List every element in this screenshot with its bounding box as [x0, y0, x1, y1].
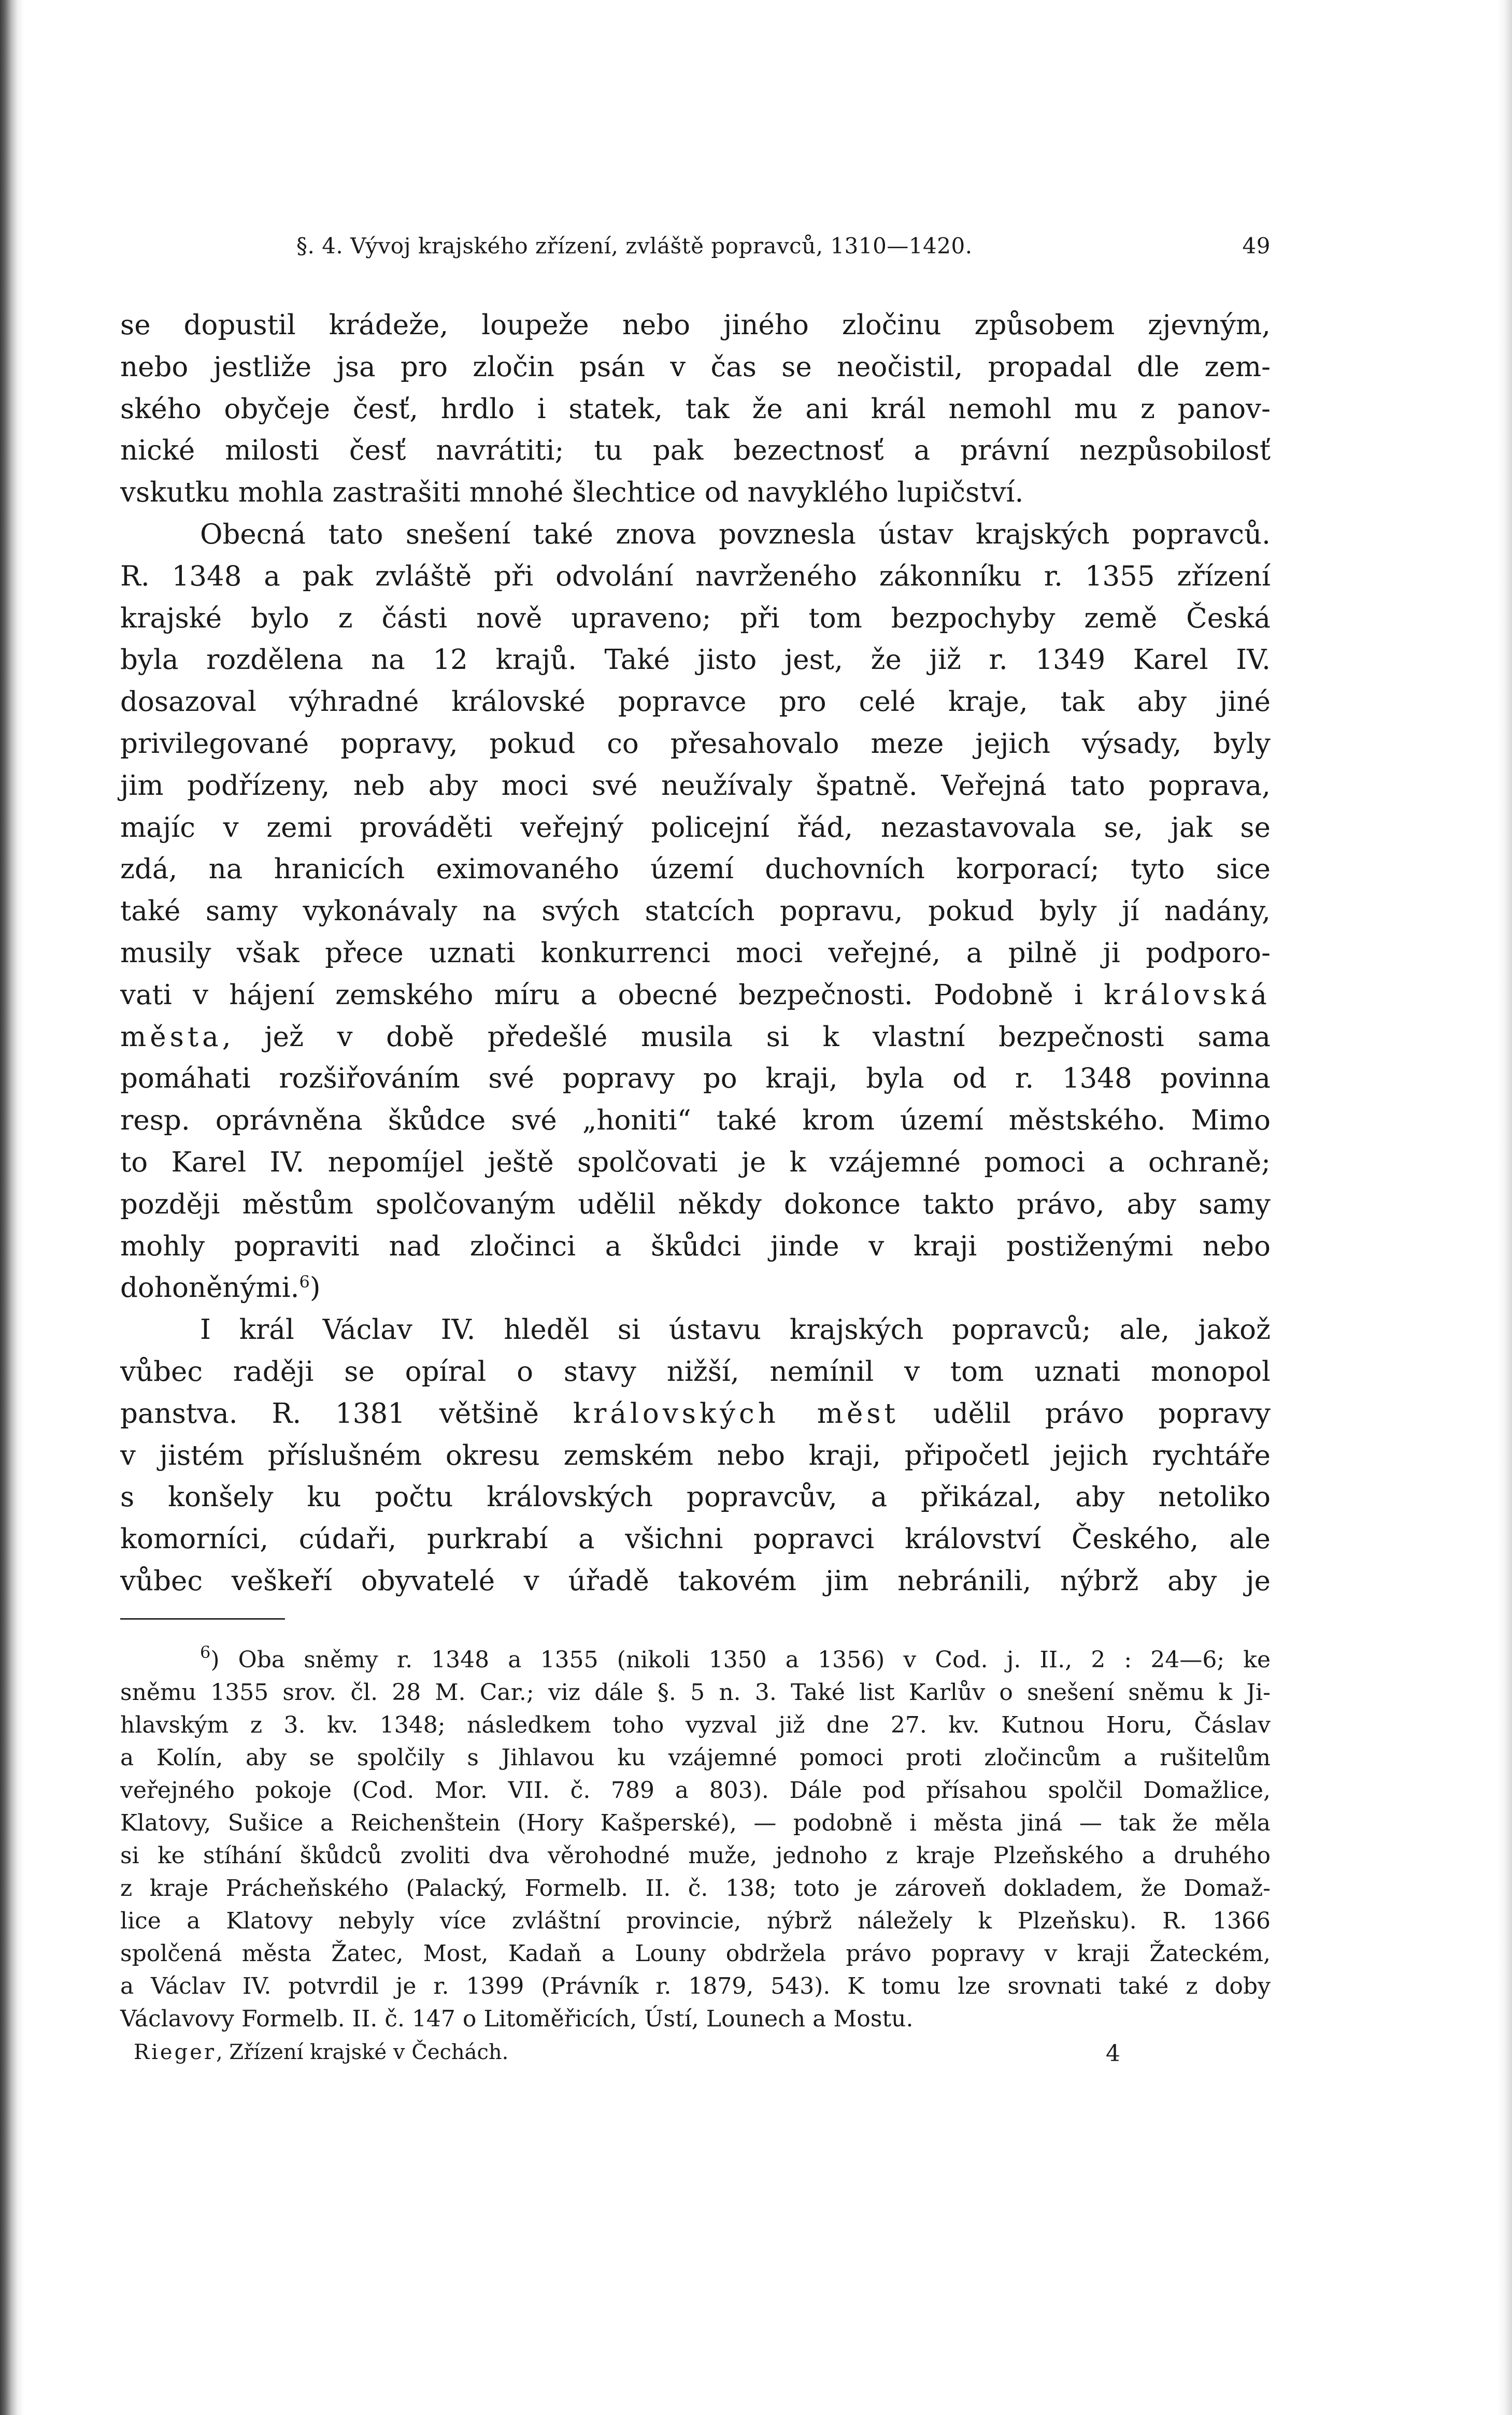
- author-name: Rieger: [134, 2040, 216, 2064]
- text-line: krajské bylo z části nově upraveno; při tom bezpochyby země Česká: [120, 602, 1271, 634]
- footnote-line: spolčená města Žatec, Most, Kadaň a Louny obdržela právo popravy v kraji Žateckém,: [120, 1940, 1271, 1967]
- running-head: [120, 228, 1271, 269]
- footnote-line: sněmu 1355 srov. čl. 28 M. Car.; viz dále §. 5 n. 3. Také list Karlův o snešení sněmu k Ji-: [120, 1679, 1271, 1706]
- footnote-line: hlavským z 3. kv. 1348; následkem toho vyzval již dne 27. kv. Kutnou Horu, Čáslav: [120, 1711, 1271, 1738]
- signature-title: [134, 2040, 508, 2064]
- text-segment: panstva. R. 1381 většině: [120, 1397, 573, 1430]
- text-segment: ): [309, 1272, 321, 1304]
- footnote-line: veřejného pokoje (Cod. Mor. VII. č. 789 a 803). Dále pod přísahou spolčil Domažlice,: [120, 1777, 1271, 1804]
- text-line: jim podřízeny, neb aby moci své neužívaly špatně. Veřejná tato poprava,: [120, 769, 1271, 802]
- footnote-line: z kraje Prácheňského (Palacký, Formelb. II. č. 138; toto je zároveň dokladem, že Domaž-: [120, 1875, 1271, 1902]
- text-segment: vati v hájení zemského míru a obecné bezpečnosti. Podobně i: [120, 979, 1104, 1011]
- text-line: pomáhati rozšiřováním své popravy po kraji, byla od r. 1348 povinna: [120, 1063, 1271, 1095]
- spaced-emphasis: královských měst: [573, 1397, 899, 1430]
- footnote-line: si ke stíhání škůdců zvoliti dva věrohodné muže, jednoho z kraje Plzeňského a druhého: [120, 1842, 1271, 1869]
- text-line: dosazoval výhradné královské popravce pro celé kraje, tak aby jiné: [120, 686, 1271, 718]
- text-line: ského obyčeje česť, hrdlo i statek, tak že ani král nemohl mu z panov-: [120, 393, 1271, 425]
- footnote-separator: [120, 1618, 285, 1620]
- text-line: vskutku mohla zastrašiti mnohé šlechtice od navyklého lupičství.: [120, 477, 1024, 509]
- text-line: později městům spolčovaným udělil někdy dokonce takto právo, aby samy: [120, 1188, 1271, 1220]
- footnote-line: Klatovy, Sušice a Reichenštein (Hory Kašperské), — podobně i města jiná — tak že měla: [120, 1809, 1271, 1836]
- footnotes: [120, 1644, 1271, 2035]
- text-segment: dohoněnými.: [120, 1272, 299, 1304]
- text-line: [120, 1017, 1271, 1059]
- footnote-mark: 6: [200, 1642, 211, 1662]
- running-title: §. 4. Vývoj krajského zřízení, zvláště popravců, 1310—1420.: [296, 233, 973, 259]
- page-number: 49: [1242, 233, 1271, 259]
- text-line: nické milosti česť navrátiti; tu pak bezectnosť a právní nezpůsobilosť: [120, 435, 1271, 467]
- text-line: resp. oprávněna škůdce své „honiti“ také krom území městského. Mimo: [120, 1105, 1271, 1137]
- main-text: [120, 305, 1271, 1603]
- text-line: se dopustil krádeže, loupeže nebo jiného zločinu způsobem zjevným,: [120, 309, 1271, 341]
- text-line: komorníci, cúdaři, purkrabí a všichni popravci království Českého, ale: [120, 1523, 1271, 1555]
- footnote-line: [120, 1644, 1271, 1676]
- footnote-line: lice a Klatovy nebyly více zvláštní provincie, nýbrž náležely k Plzeňsku). R. 1366: [120, 1907, 1271, 1934]
- text-line: zdá, na hranicích eximovaného území duchovních korporací; tyto sice: [120, 853, 1271, 885]
- text-line: s konšely ku počtu královských popravcův, a přikázal, aby netoliko: [120, 1481, 1271, 1513]
- text-line: také samy vykonávaly na svých statcích popravu, pokud byly jí nadány,: [120, 895, 1271, 927]
- scan-outer-edge: [1497, 0, 1512, 2415]
- text-line: Obecná tato snešení také znova povznesla ústav krajských popravců.: [200, 518, 1271, 550]
- text-line: [120, 1267, 1271, 1309]
- text-line: R. 1348 a pak zvláště při odvolání navrženého zákonníku r. 1355 zřízení: [120, 560, 1271, 592]
- text-line: [120, 975, 1271, 1017]
- signature-line: [120, 2040, 1271, 2073]
- sheet-number: 4: [1106, 2040, 1120, 2067]
- book-page: [120, 228, 1271, 2073]
- text-line: privilegované popravy, pokud co přesahovalo meze jejich výsady, byly: [120, 727, 1271, 760]
- text-line: majíc v zemi prováděti veřejný policejní řád, nezastavovala se, jak se: [120, 811, 1271, 844]
- book-title: , Zřízení krajské v Čechách.: [216, 2040, 509, 2064]
- spaced-emphasis: města: [120, 1021, 222, 1053]
- text-line: vůbec raději se opíral o stavy nižší, nemínil v tom uznati monopol: [120, 1355, 1271, 1388]
- scan-binding-edge: [0, 0, 24, 2415]
- footnote-line: Václavovy Formelb. II. č. 147 o Litoměřicích, Ústí, Lounech a Mostu.: [120, 2005, 914, 2032]
- text-segment: udělil právo popravy: [898, 1397, 1271, 1430]
- spaced-emphasis: královská: [1104, 979, 1271, 1011]
- footnote-line: a Kolín, aby se spolčily s Jihlavou ku vzájemné pomoci proti zločincům a rušitelům: [120, 1744, 1271, 1771]
- text-line: v jistém příslušném okresu zemském nebo kraji, připočetl jejich rychtáře: [120, 1439, 1271, 1471]
- text-line: mohly popraviti nad zločinci a škůdci jinde v kraji postiženými nebo: [120, 1230, 1271, 1262]
- text-line: I král Václav IV. hleděl si ústavu krajských popravců; ale, jakož: [200, 1314, 1271, 1346]
- text-segment: ) Oba sněmy r. 1348 a 1355 (nikoli 1350 a 1356) v Cod. j. II., 2 : 24—6; ke: [210, 1646, 1271, 1673]
- text-line: vůbec veškeří obyvatelé v úřadě takovém jim nebránili, nýbrž aby je: [120, 1565, 1271, 1597]
- text-line: nebo jestliže jsa pro zločin psán v čas se neočistil, propadal dle zem-: [120, 351, 1271, 383]
- footnote-line: a Václav IV. potvrdil je r. 1399 (Právník r. 1879, 543). K tomu lze srovnati také z doby: [120, 1973, 1271, 1999]
- text-line: to Karel IV. nepomíjel ještě spolčovati je k vzájemné pomoci a ochraně;: [120, 1146, 1271, 1178]
- text-line: byla rozdělena na 12 krajů. Také jisto jest, že již r. 1349 Karel IV.: [120, 644, 1271, 676]
- text-segment: , jež v době předešlé musila si k vlastní bezpečnosti sama: [222, 1021, 1271, 1053]
- text-line: [120, 1393, 1271, 1435]
- text-line: musily však přece uznati konkurrenci moci veřejné, a pilně ji podporo-: [120, 937, 1271, 969]
- footnote-reference: 6: [299, 1272, 310, 1292]
